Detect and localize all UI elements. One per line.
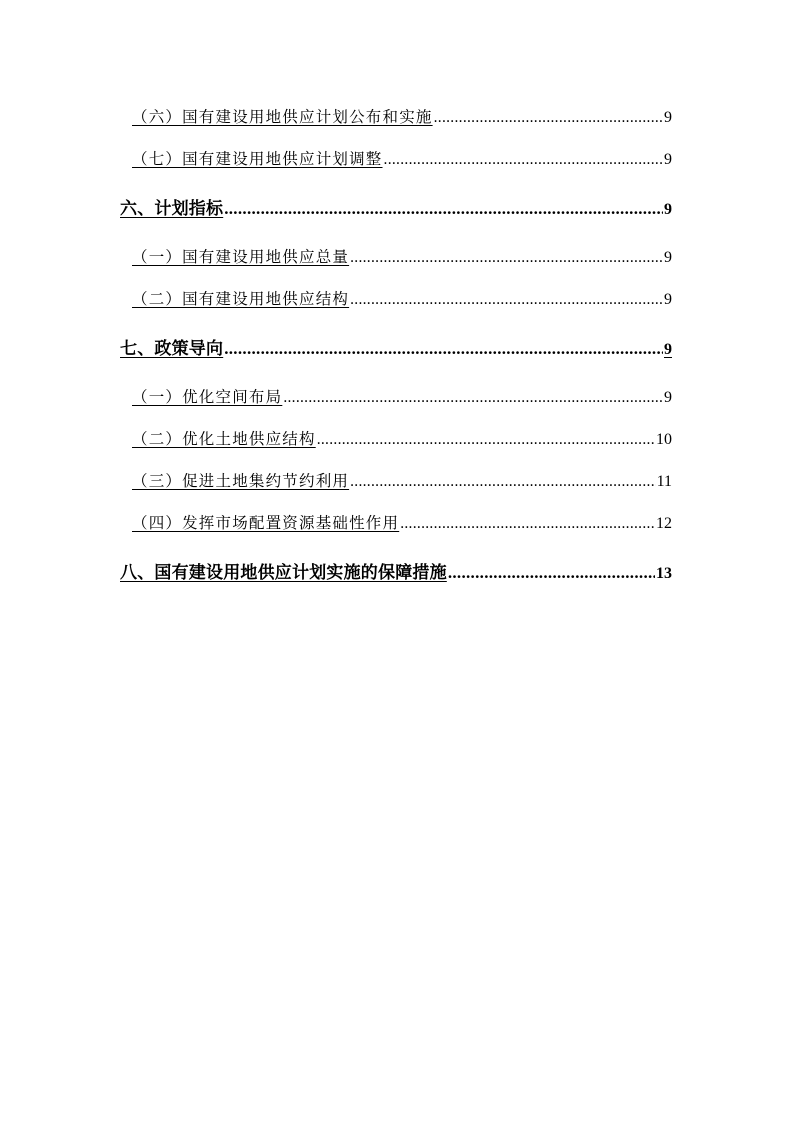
toc-entry[interactable] [132, 288, 672, 310]
toc-entry-chapter[interactable] [120, 338, 672, 360]
toc-dot-leader [384, 149, 663, 171]
toc-entry[interactable] [132, 470, 672, 492]
toc-entry[interactable] [132, 428, 672, 450]
toc-entry-label[interactable]: （二）优化土地供应结构 [132, 430, 316, 448]
toc-page-number: 9 [664, 109, 672, 126]
toc-entry-label[interactable]: （七）国有建设用地供应计划调整 [132, 150, 383, 168]
toc-entry[interactable] [132, 148, 672, 170]
toc-entry-label[interactable]: 八、国有建设用地供应计划实施的保障措施 [120, 563, 447, 583]
toc-entry-chapter[interactable] [120, 562, 672, 584]
toc-entry[interactable] [132, 386, 672, 408]
toc-entry[interactable] [132, 512, 672, 534]
toc-dot-leader [350, 471, 655, 493]
toc-page-number: 12 [656, 515, 672, 532]
toc-entry[interactable] [132, 106, 672, 128]
toc-page-number: 9 [664, 151, 672, 168]
toc-entry-label[interactable]: （六）国有建设用地供应计划公布和实施 [132, 108, 433, 126]
toc-page-number: 9 [664, 341, 672, 358]
toc-page-number: 11 [656, 473, 672, 490]
toc-entry-label[interactable]: （三）促进土地集约节约利用 [132, 472, 350, 490]
toc-dot-leader [283, 387, 663, 409]
toc-dot-leader [350, 247, 663, 269]
toc-entry-label[interactable]: （二）国有建设用地供应结构 [132, 290, 350, 308]
toc-page-number: 9 [664, 389, 672, 406]
toc-dot-leader [448, 562, 655, 584]
toc-entry-chapter[interactable] [120, 198, 672, 220]
toc-dot-leader [317, 429, 655, 451]
toc-entry-label[interactable]: 七、政策导向 [120, 339, 224, 359]
toc-entry-label[interactable]: （一）国有建设用地供应总量 [132, 248, 350, 266]
toc-page-number: 9 [664, 201, 672, 218]
toc-dot-leader [434, 107, 663, 129]
toc-dot-leader [400, 513, 655, 535]
toc-entry-label[interactable]: （一）优化空间布局 [132, 388, 283, 406]
toc-entry-label[interactable]: 六、计划指标 [120, 199, 224, 219]
toc-entry[interactable] [132, 246, 672, 268]
toc-dot-leader [224, 198, 663, 220]
toc-dot-leader [224, 338, 663, 360]
toc-page-number: 13 [656, 565, 672, 582]
toc-page-number: 9 [664, 291, 672, 308]
toc-dot-leader [350, 289, 663, 311]
toc-entry-label[interactable]: （四）发挥市场配置资源基础性作用 [132, 514, 400, 532]
toc-page-number: 10 [656, 431, 672, 448]
toc-page-number: 9 [664, 249, 672, 266]
